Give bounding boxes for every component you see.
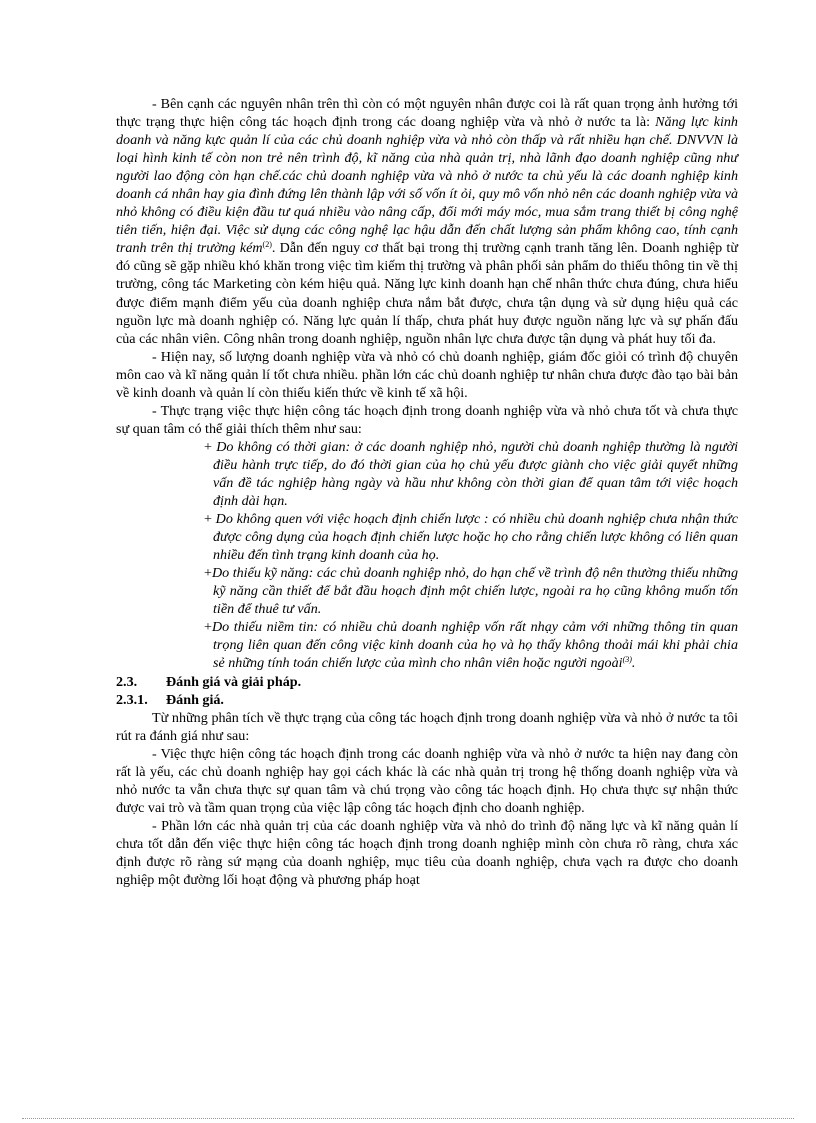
bullet-mark: +: [204, 511, 216, 528]
heading-title: Đánh giá.: [166, 691, 224, 708]
paragraph-intro: [116, 95, 738, 348]
paragraph-explanation: - Thực trạng việc thực hiện công tác hoạch định trong doanh nghiệp vừa và nhỏ chưa tốt và chưa thực sự quan tâm có thể giải thích thêm như sau:: [116, 402, 738, 437]
paragraph-intro-rest: . Dẫn đến nguy cơ thất bại trong thị trường cạnh tranh tăng lên. Doanh nghiệp từ đó cũng sẽ gặp nhiều khó khăn trong việc tìm kiếm thị trường và phân phối sản phẩm do thiếu thông tin về thị trường, công tác Marketing còn kém hiệu quả. Năng lực kinh doanh hạn chế nhân thức chưa đúng, chưa hiểu được điểm mạnh điểm yếu của doanh nghiệp chưa nắm bắt được, chưa tận dụng và sử dụng hiệu quả các nguồn lực mà doanh nghiệp có. Năng lực quản lí thấp, chưa phát huy được nguồn năng lực và sự phấn đấu của các nhân viên. Công nhân trong doanh nghiệp, nguồn nhân lực chưa được tận dụng và phát huy tối đa.: [116, 240, 738, 347]
bullet-text: Do không có thời gian: ở các doanh nghiệp nhỏ, người chủ doanh nghiệp thường là người điều hành trực tiếp, do đó thời gian của họ chủ yếu được giành cho việc giải quyết những vấn đề tác nghiệp hàng ngày và hầu như không còn thời gian để quan tâm tới việc hoạch định dài hạn.: [213, 438, 738, 510]
bullet-mark: +: [204, 619, 212, 636]
paragraph-intro-lead: - Bên cạnh các nguyên nhân trên thì còn có một nguyên nhân được coi là rất quan trọng ảnh hưởng tới thực trạng thực hiện công tác hoạch định trong các doang nghiệp vừa và nhỏ ở nước ta là:: [116, 96, 738, 131]
heading-2-3-1: [116, 691, 738, 709]
footnote-ref-2: (2): [262, 240, 272, 250]
heading-title: Đánh giá và giải pháp.: [166, 673, 302, 690]
heading-number: 2.3.1.: [116, 691, 148, 708]
bullet-not-familiar: [204, 510, 738, 564]
paragraph-intro-italic: Năng lực kinh doanh và năng kực quản lí của các chủ doanh nghiệp vừa và nhỏ còn thấp và rất nhiều hạn chế. DNVVN là loại hình kinh tế còn non trẻ nên trình độ, kĩ năng của nhà quản trị, nhà lãnh đạo doanh nghiệp cũng như người lao động còn hạn chế.các chủ doanh nghiệp vừa và nhỏ ở nước ta chủ yếu là các doanh nghiệp kinh doanh cá nhân hay gia đình đứng lên thành lập với số vốn ít ỏi, quy mô vốn nhỏ nên các doanh nghiệp vừa và nhỏ không có điều kiện đầu tư quá nhiều vào nâng cấp, đổi mới máy móc, mua sắm trang thiết bị công nghệ tiên tiến, hiện đại. Việc sử dụng các công nghệ lạc hậu dẫn đến chất lượng sản phẩm không cao, tính cạnh tranh trên thị trường kém: [116, 114, 738, 257]
heading-number: 2.3.: [116, 673, 138, 690]
bullet-lack-trust: [204, 618, 738, 672]
bullet-lack-skills: [204, 564, 738, 618]
paragraph-managers: - Hiện nay, số lượng doanh nghiệp vừa và nhỏ có chủ doanh nghiệp, giám đốc giỏi có trình độ chuyên môn cao và kĩ năng quản lí tốt chưa nhiều. phần lớn các chủ doanh nghiệp tư nhân chưa được đào tạo bài bản về kinh doanh và quản lí còn thiếu kiến thức về kinh tế xã hội.: [116, 348, 738, 401]
paragraph-evaluation-intro: Từ những phân tích về thực trạng của công tác hoạch định trong doanh nghiệp vừa và nhỏ ở nước ta tôi rút ra đánh giá như sau:: [116, 709, 738, 744]
bullet-end: .: [631, 655, 636, 672]
paragraph-evaluation-managers: - Phần lớn các nhà quản trị của các doanh nghiệp vừa và nhỏ do trình độ năng lực và kĩ năng quản lí chưa tốt dẫn đến việc thực hiện công tác hoạch định trong doanh nghiệp mình còn chưa rõ ràng, chưa xác định được rõ ràng sứ mạng của doanh nghiệp, mục tiêu của doanh nghiệp, chưa vạch ra được cho doanh nghiệp một đường lối hoạt động và phương pháp hoạt: [116, 817, 738, 889]
bullet-mark: +: [204, 438, 217, 455]
bullet-mark: +: [204, 565, 212, 582]
heading-2-3: [116, 673, 738, 691]
paragraph-evaluation-weak: - Việc thực hiện công tác hoạch định trong các doanh nghiệp vừa và nhỏ ở nước ta hiện nay đang còn rất là yếu, các chủ doanh nghiệp hay gọi cách khác là các nhà quản trị trong hệ thống doanh nghiệp vừa và nhỏ nước ta vẫn chưa thực sự quan tâm và chú trọng vào công tác hoạch định. Họ chưa thực sự nhận thức được vai trò và tầm quan trọng của việc lập công tác hoạch định cho doanh nghiệp.: [116, 745, 738, 816]
page-bottom-border: [22, 1118, 794, 1119]
bullet-text: Do thiếu niềm tin: có nhiều chủ doanh nghiệp vốn rất nhạy cảm với những thông tin quan trọng liên quan đến công việc kinh doanh của họ và họ thấy không thoải mái khi phải chia sẻ những tính toán chiến lược của mình cho nhân viên hoặc người ngoài: [211, 619, 738, 672]
footnote-ref-3: (3): [622, 655, 632, 665]
bullet-text: Do không quen với việc hoạch định chiến lược : có nhiều chủ doanh nghiệp chưa nhận thức được công dụng của hoạch định chiến lược hoặc họ cho rằng chiến lược không có liên quan nhiều đến tình trạng kinh doanh của họ.: [213, 511, 738, 564]
bullet-text: Do thiếu kỹ năng: các chủ doanh nghiệp nhỏ, do hạn chế về trình độ nên thường thiếu những kỹ năng cần thiết để bắt đầu hoạch định một chiến lược, ngoài ra họ cũng không muốn tốn tiền để thuê tư vấn.: [211, 565, 738, 618]
document-page: [116, 95, 738, 889]
bullet-no-time: [204, 438, 738, 510]
